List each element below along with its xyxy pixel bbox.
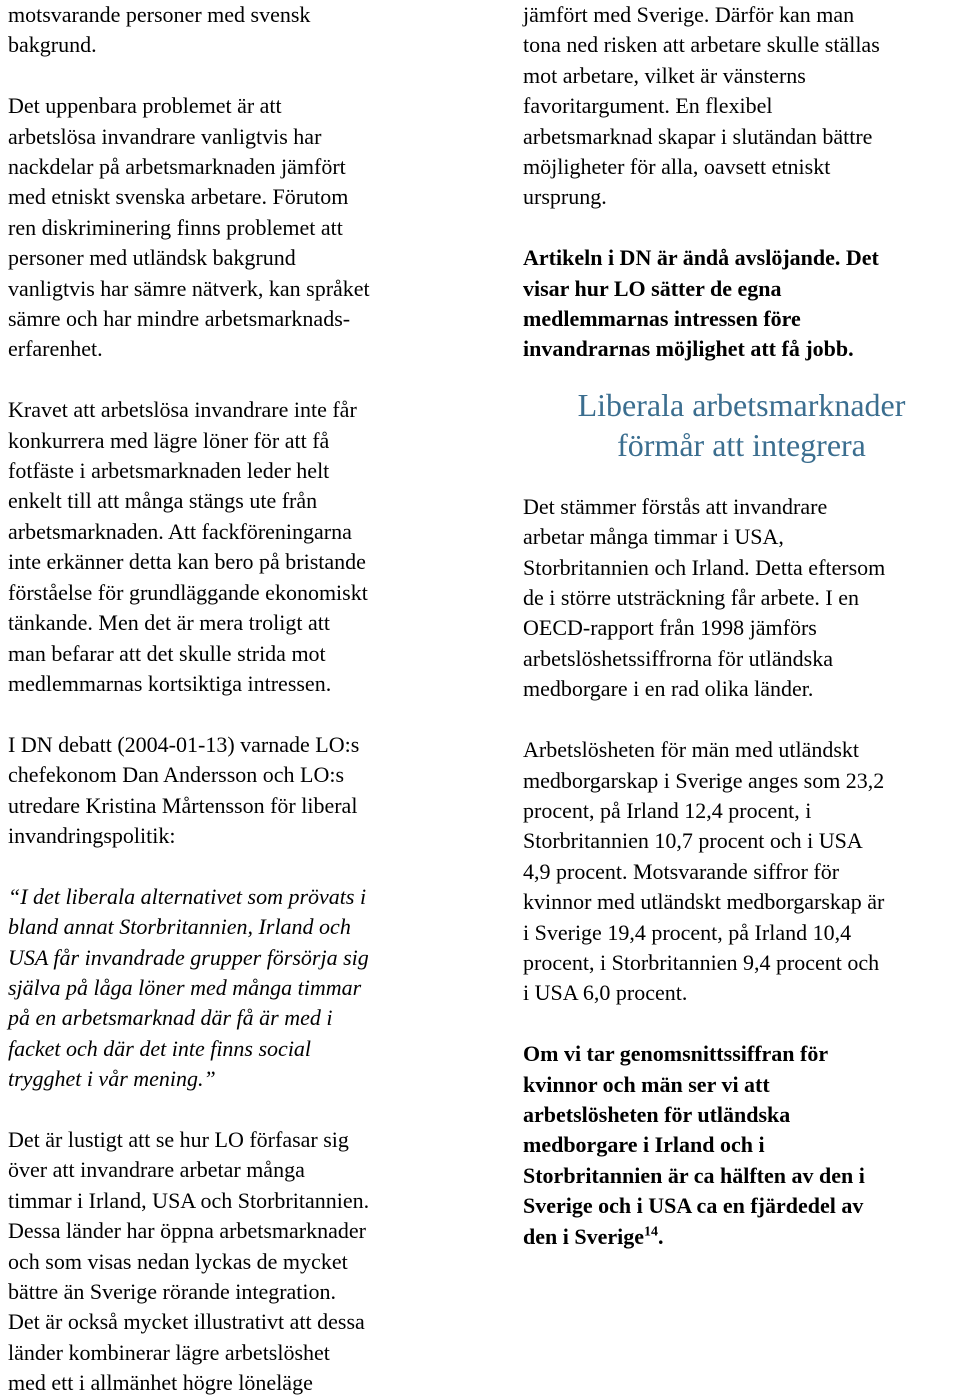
footnote-reference[interactable]: 14 — [644, 1224, 658, 1240]
paragraph-arbetslosheten: Arbetslösheten för män med utländskt medborgarskap i Sverige anges som 23,2 procent, på Irland 12,4 procent, i Storbritannien 10,7 procent och i USA 4,9 procent. Motsvarande siffror för kvinnor med utländskt medborgarskap är i Sverige 19,4 procent, på Irland 10,4 procent, i Storbritannien 9,4 procent och i USA 6,0 procent. — [523, 737, 885, 1006]
paragraph-genomsnitt-bold — [523, 1039, 960, 1252]
paragraph-dn-debatt: I DN debatt (2004-01-13) varnade LO:s chefekonom Dan Andersson och LO:s utredare Kristina Mårtensson för liberal invandringspolitik: — [8, 731, 360, 848]
genomsnitt-period: . — [658, 1223, 664, 1249]
left-column — [8, 0, 458, 1399]
paragraph-artikeln-bold: Artikeln i DN är ändå avslöjande. Det visar hur LO sätter de egna medlemmarnas intressen före invandrarnas möjlighet att få jobb. — [523, 245, 879, 362]
paragraph-kravet: Kravet att arbetslösa invandrare inte får konkurrera med lägre löner för att få fotfäste i arbetsmarknaden leder helt enkelt till att många stängs ute från arbetsmarknaden. Att fackföreningarna inte erkänner detta kan bero på bristande förståelse för grundläggande ekonomiskt tänkande. Men det är mera troligt att man befarar att det skulle strida mot medlemmarnas kortsiktiga intressen. — [8, 397, 368, 696]
paragraph-bakgrund: motsvarande personer med svensk bakgrund. — [8, 2, 311, 58]
section-heading: Liberala arbetsmarknader förmår att integrera — [577, 386, 906, 463]
right-column — [523, 0, 960, 1252]
genomsnitt-text: Om vi tar genomsnittssiffran för kvinnor och män ser vi att arbetslösheten för utländska medborgare i Irland och i Storbritannien är ca hälften av den i Sverige och i USA ca en fjärdedel av den i Sverige — [523, 1041, 865, 1249]
paragraph-lustigt: Det är lustigt att se hur LO förfasar sig över att invandrare arbetar många timmar i Irland, USA och Storbritannien. Dessa länder har öppna arbetsmarknader och som visas nedan lyckas de mycket bättre än Sverige rörande integration. Det är också mycket illustrativt att dessa länder kombinerar lägre arbetslöshet med ett i allmänhet högre löneläge — [8, 1126, 370, 1396]
paragraph-uppenbara-problemet: Det uppenbara problemet är att arbetslösa invandrare vanligtvis har nackdelar på arbetsmarknaden jämfört med etniskt svenska arbetare. Förutom ren diskriminering finns problemet att personer med utländsk bakgrund vanligtvis har sämre nätverk, kan språket sämre och har mindre arbetsmarknads- erfarenhet. — [8, 93, 370, 362]
paragraph-jamfort: jämfört med Sverige. Därför kan man tona ned risken att arbetare skulle ställas mot arbetare, vilket är vänsterns favoritargument. En flexibel arbetsmarknad skapar i slutändan bättre möjligheter för alla, oavsett etniskt ursprung. — [523, 2, 880, 210]
block-quote: “I det liberala alternativet som prövats i bland annat Storbritannien, Irland och USA får invandrade grupper försörja sig själva på låga löner med många timmar på en arbetsmarknad där få är med i facket och där det inte finns social trygghet i vår mening.” — [8, 883, 369, 1092]
paragraph-stammer: Det stämmer förstås att invandrare arbetar många timmar i USA, Storbritannien och Irland. Detta eftersom de i större utsträckning får arbete. I en OECD-rapport från 1998 jämförs arbetslöshetssiffrorna för utländska medborgare i en rad olika länder. — [523, 493, 886, 702]
